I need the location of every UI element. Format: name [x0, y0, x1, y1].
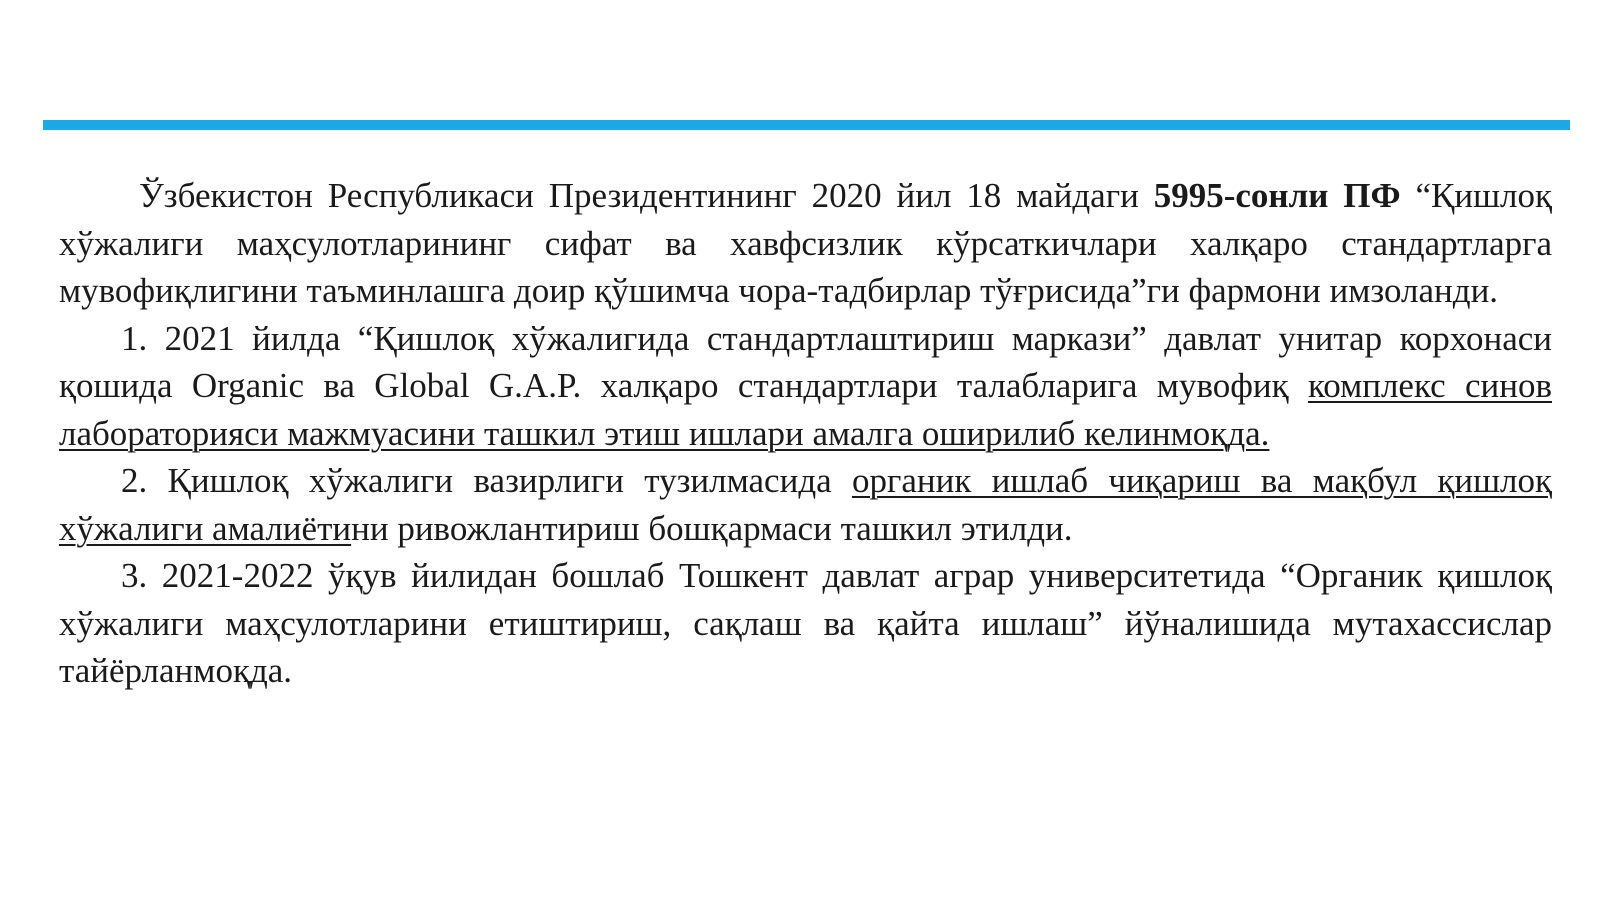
list-item-2 [59, 457, 1552, 552]
list-item-1-underlined: комплекс синов лабораторияси мажмуасини ташкил этиш ишлари амалга оширилиб келинмоқда. [59, 366, 1553, 453]
list-item-2-tail: ни ривожлантириш бошқармаси ташкил этилди. [351, 508, 1073, 548]
top-accent-rule [43, 120, 1570, 130]
list-item-2-text: 2. Қишлоқ хўжалиги вазирлиги тузилмасида [121, 461, 852, 500]
list-item-3-text: 3. 2021-2022 ўқув йилидан бошлаб Тошкент давлат аграр университетида “Органик қишлоқ хўжалиги маҳсулотларини етиштириш, сақлаш ва қайта ишлаш” йўналишида мутахассислар тайёрланмоқда. [59, 556, 1552, 690]
intro-paragraph [59, 172, 1552, 315]
decree-number: 5995-сонли ПФ [1153, 176, 1401, 215]
intro-lead-text: Ўзбекистон Республикаси Президентининг 2020 йил 18 майдаги [139, 176, 1154, 215]
list-item-2-underlined: органик ишлаб чиқариш ва мақбул қишлоқ хўжалиги амалиёти [59, 461, 1552, 548]
intro-rest-text: “Қишлоқ хўжалиги маҳсулотларининг сифат ва хавфсизлик кўрсаткичлари халқаро стандартларга мувофиқлигини таъминлашга доир қўшимча чора-тадбирлар тўғрисида”ги фармони имзоланди. [59, 176, 1552, 310]
list-item-3 [59, 552, 1552, 695]
list-item-1 [59, 315, 1552, 458]
slide-body [59, 172, 1552, 695]
list-item-1-text: 1. 2021 йилда “Қишлоқ хўжалигида стандартлаштириш маркази” давлат унитар корхонаси қошида Organic ва Global G.A.P. халқаро стандартлари талабларига мувофиқ [59, 318, 1552, 405]
